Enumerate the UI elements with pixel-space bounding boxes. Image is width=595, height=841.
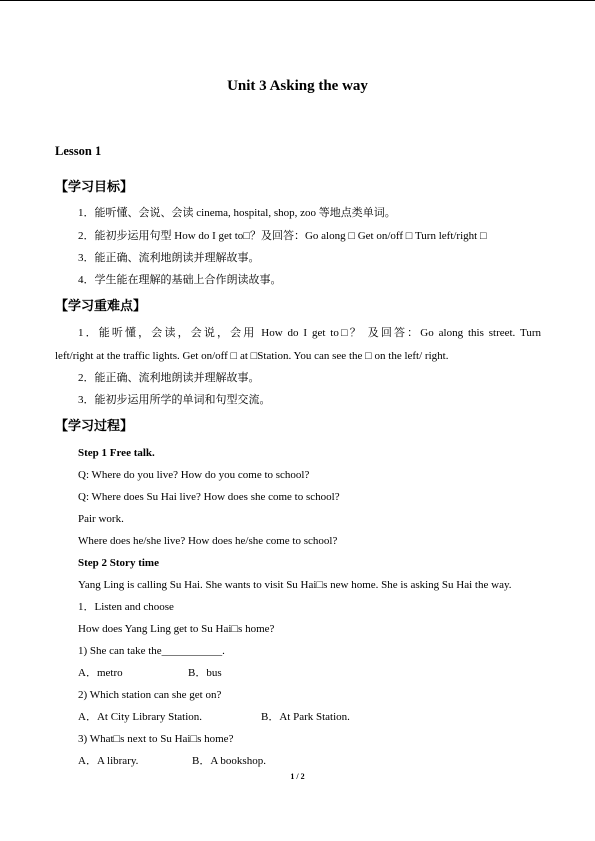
goal-item: 1．能听懂、会说、会读 cinema, hospital, shop, zoo 等地点类单词。 [78,207,396,219]
q3-option-a: A．A library. [78,755,139,767]
q1-option-a: A．metro [78,667,123,679]
key-point-item: 3．能初步运用所学的单词和句型交流。 [78,394,271,406]
step1-line: Q: Where do you live? How do you come to school? [78,469,310,481]
q2-option-b: B．At Park Station. [261,711,350,723]
page-number: 1 / 2 [290,772,305,781]
key-point-item: 2．能正确、流利地朗读并理解故事。 [78,372,260,384]
section-heading-process: 【学习过程】 [55,419,134,434]
step1-line: Pair work. [78,513,124,525]
q3-option-b: B．A bookshop. [192,755,266,767]
section-heading-goals: 【学习目标】 [55,180,134,195]
section-heading-key-points: 【学习重难点】 [55,299,147,314]
step2-title: Step 2 Story time [78,557,159,569]
goal-item: 2．能初步运用句型 How do I get to□？及回答：Go along □ Get on/off □ Turn left/right □ [78,230,487,242]
task-title: 1．Listen and choose [78,601,174,613]
page-top-border [0,0,595,1]
q2-option-a: A．At City Library Station. [78,711,203,723]
step1-title: Step 1 Free talk. [78,447,155,459]
goal-item: 3．能正确、流利地朗读并理解故事。 [78,252,260,264]
task-question: How does Yang Ling get to Su Hai□s home? [78,623,275,635]
page-title: Unit 3 Asking the way [227,78,368,94]
question-2: 2) Which station can she get on? [78,689,222,701]
key-point-continuation: left/right at the traffic lights. Get on/off □ at □Station. You can see the □ on the left/ right. [55,350,449,362]
question-3: 3) What□s next to Su Hai□s home? [78,733,234,745]
q1-option-b: B．bus [188,667,222,679]
lesson-heading: Lesson 1 [55,144,102,158]
step1-line: Q: Where does Su Hai live? How does she come to school? [78,491,340,503]
goal-item: 4．学生能在理解的基础上合作朗读故事。 [78,274,282,286]
key-point-item: 1．能听懂，会读，会说，会用 How do I get to□？ 及回答：Go along this street. Turn [78,327,541,339]
question-1: 1) She can take the___________. [78,645,225,657]
step2-intro: Yang Ling is calling Su Hai. She wants to visit Su Hai□s new home. She is asking Su Hai the way. [78,579,512,591]
step1-line: Where does he/she live? How does he/she come to school? [78,535,338,547]
